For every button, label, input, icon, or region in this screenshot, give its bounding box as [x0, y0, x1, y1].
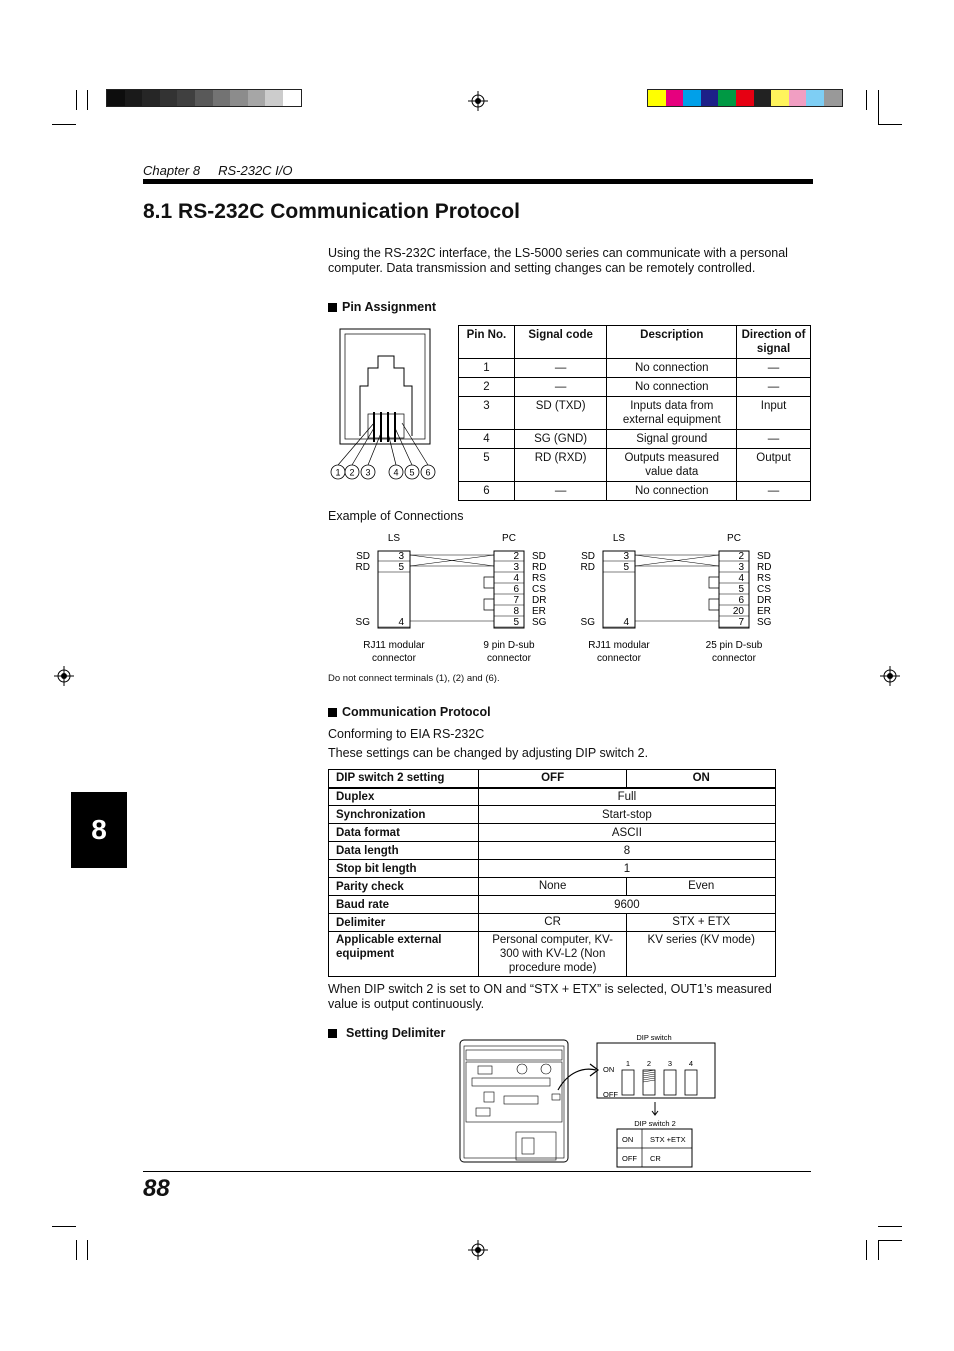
row-label: Duplex: [329, 788, 479, 806]
cell-description: No connection: [607, 378, 737, 397]
bar-swatch: [213, 90, 231, 106]
ls-pin: 3: [398, 551, 404, 562]
pin-circle-label: 4: [393, 467, 399, 478]
rj11-connector-diagram: [330, 328, 440, 483]
cell-off: CR: [478, 914, 627, 932]
pc-caption: 9 pin D-sub: [483, 640, 535, 651]
cell-signal: —: [514, 359, 607, 378]
pc-pin: 2: [738, 551, 744, 562]
pc-signal: CS: [532, 584, 546, 595]
col-description: Description: [607, 326, 737, 359]
setting-delimiter-heading: Setting Delimiter: [328, 1026, 445, 1040]
table-row: [329, 932, 776, 977]
pc-signal: RS: [532, 573, 546, 584]
row-label: Applicable external equipment: [329, 932, 479, 977]
bar-swatch: [666, 90, 684, 106]
cell-signal: —: [514, 378, 607, 397]
pc-pin: 2: [513, 551, 519, 562]
pc-caption: connector: [487, 653, 531, 664]
dip-switch-number: 2: [646, 1059, 652, 1068]
cell-direction: —: [737, 378, 811, 397]
bar-swatch: [648, 90, 666, 106]
connection-note: Do not connect terminals (1), (2) and (6).: [328, 673, 500, 684]
cell-pin: 5: [459, 449, 515, 482]
ls-label: LS: [387, 533, 401, 544]
bar-swatch: [754, 90, 772, 106]
bar-swatch: [683, 90, 701, 106]
cell-value: 1: [478, 860, 775, 878]
pc-pin: 7: [513, 595, 519, 606]
table-row: [459, 430, 811, 449]
square-bullet-icon: [328, 303, 337, 312]
table-row: [329, 878, 776, 896]
pc-caption: connector: [712, 653, 756, 664]
ls-pin: 4: [623, 617, 629, 628]
cell-pin: 1: [459, 359, 515, 378]
pc-pin: 7: [738, 617, 744, 628]
cell-description: Inputs data from external equipment: [607, 397, 737, 430]
table-row: [329, 824, 776, 842]
table-row: [329, 788, 776, 806]
cell-description: No connection: [607, 359, 737, 378]
row-label: Synchronization: [329, 806, 479, 824]
cell-direction: —: [737, 359, 811, 378]
bar-swatch: [230, 90, 248, 106]
cell-value: Start-stop: [478, 806, 775, 824]
cell-signal: RD (RXD): [514, 449, 607, 482]
pc-signal: SG: [757, 617, 772, 628]
bar-swatch: [265, 90, 283, 106]
col-pin-no: Pin No.: [459, 326, 515, 359]
cell-direction: Output: [737, 449, 811, 482]
pc-pin: 20: [732, 606, 744, 617]
intro-paragraph: Using the RS-232C interface, the LS-5000 series can communicate with a personal computer. Data transmission and setting changes can be remotely controlled.: [328, 246, 788, 275]
ls-caption: connector: [597, 653, 641, 664]
gray-calibration-bar: [106, 89, 302, 107]
cell-direction: Input: [737, 397, 811, 430]
pc-signal: SG: [532, 617, 547, 628]
protocol-heading: Communication Protocol: [328, 705, 491, 719]
cell-value: 9600: [478, 896, 775, 914]
pc-pin: 8: [513, 606, 519, 617]
pc-signal: DR: [757, 595, 772, 606]
ls-caption: RJ11 modular: [363, 640, 425, 651]
cell-description: No connection: [607, 482, 737, 501]
pc-pin: 5: [513, 617, 519, 628]
pin-circle-label: 2: [349, 467, 355, 478]
cell-signal: SG (GND): [514, 430, 607, 449]
bar-swatch: [125, 90, 143, 106]
header-rule: [143, 179, 813, 184]
dip2-row-off-value: CR: [650, 1154, 661, 1163]
cell-on: KV series (KV mode): [627, 932, 776, 977]
pc-signal: ER: [532, 606, 546, 617]
pin-assignment-heading: Pin Assignment: [328, 300, 436, 314]
dip2-row-off-state: OFF: [622, 1154, 637, 1163]
cell-description: Signal ground: [607, 430, 737, 449]
protocol-intro: Conforming to EIA RS-232C These settings can be changed by adjusting DIP switch 2.: [328, 727, 649, 760]
pin-assignment-table: [458, 325, 811, 501]
table-row: [459, 359, 811, 378]
ls-signal: RD: [580, 562, 595, 573]
crosshair-bottom-icon: [468, 1240, 488, 1260]
connection-diagram: [356, 533, 547, 664]
cell-value: 8: [478, 842, 775, 860]
bar-swatch: [283, 90, 301, 106]
dip-switch-number: 1: [625, 1059, 631, 1068]
pc-label: PC: [727, 533, 741, 544]
pc-pin: 4: [738, 573, 744, 584]
pc-pin: 5: [738, 584, 744, 595]
pc-signal: RS: [757, 573, 771, 584]
pc-signal: SD: [532, 551, 546, 562]
col-dip-setting: DIP switch 2 setting: [329, 770, 479, 788]
bar-swatch: [771, 90, 789, 106]
ls-pin: 5: [623, 562, 629, 573]
pc-signal: RD: [532, 562, 547, 573]
dip2-row-on-state: ON: [622, 1135, 634, 1144]
cell-value: Full: [478, 788, 775, 806]
ls-signal: SD: [356, 551, 370, 562]
cell-off: Personal computer, KV-300 with KV-L2 (Non procedure mode): [478, 932, 627, 977]
cell-pin: 4: [459, 430, 515, 449]
dip-switch-label: DIP switch: [636, 1033, 672, 1042]
bar-swatch: [248, 90, 266, 106]
ls-label: LS: [612, 533, 626, 544]
dip-switch: [664, 1070, 676, 1095]
bar-swatch: [160, 90, 178, 106]
pin-circle-label: 1: [335, 467, 341, 478]
table-row: [459, 449, 811, 482]
ls-pin: 3: [623, 551, 629, 562]
chapter-header: Chapter 8 RS-232C I/O: [143, 163, 293, 178]
pc-signal: DR: [532, 595, 547, 606]
dip-on-label: ON: [603, 1065, 615, 1074]
ls-signal: SG: [580, 617, 595, 628]
ls-pin: 5: [398, 562, 404, 573]
connections-heading: Example of Connections: [328, 509, 464, 523]
row-label: Data format: [329, 824, 479, 842]
cell-on: Even: [627, 878, 776, 896]
dip-off-label: OFF: [603, 1090, 618, 1099]
pc-pin: 3: [738, 562, 744, 573]
section-title: 8.1 RS-232C Communication Protocol: [143, 200, 520, 223]
table-row: [329, 842, 776, 860]
ls-signal: RD: [355, 562, 370, 573]
row-label: Baud rate: [329, 896, 479, 914]
pc-signal: ER: [757, 606, 771, 617]
square-bullet-icon: [328, 708, 337, 717]
footer-rule: [143, 1171, 811, 1172]
cell-pin: 6: [459, 482, 515, 501]
bar-swatch: [195, 90, 213, 106]
dip-switch: [685, 1070, 697, 1095]
pc-pin: 6: [513, 584, 519, 595]
col-signal-code: Signal code: [514, 326, 607, 359]
cell-description: Outputs measured value data: [607, 449, 737, 482]
col-on: ON: [627, 770, 776, 788]
table-row: [329, 896, 776, 914]
table-row: [329, 914, 776, 932]
cell-signal: —: [514, 482, 607, 501]
ls-pin: 4: [398, 617, 404, 628]
pc-signal: RD: [757, 562, 772, 573]
row-label: Delimiter: [329, 914, 479, 932]
dip-switch: [622, 1070, 634, 1095]
cell-on: STX + ETX: [627, 914, 776, 932]
crosshair-top-icon: [468, 91, 488, 111]
col-off: OFF: [478, 770, 627, 788]
dip2-row-on-value: STX +ETX: [650, 1135, 686, 1144]
table-row: [329, 806, 776, 824]
dip-switch-number: 3: [667, 1059, 673, 1068]
table-row: [459, 482, 811, 501]
bar-swatch: [806, 90, 824, 106]
pin-circle-label: 6: [425, 467, 431, 478]
bar-swatch: [177, 90, 195, 106]
table-row: [329, 860, 776, 878]
bar-swatch: [718, 90, 736, 106]
table-row: [459, 378, 811, 397]
bar-swatch: [701, 90, 719, 106]
cell-signal: SD (TXD): [514, 397, 607, 430]
crosshair-right-icon: [880, 666, 900, 686]
col-direction: Direction of signal: [737, 326, 811, 359]
crosshair-left-icon: [54, 666, 74, 686]
pc-label: PC: [502, 533, 516, 544]
ls-signal: SG: [355, 617, 370, 628]
cell-pin: 2: [459, 378, 515, 397]
pc-signal: CS: [757, 584, 771, 595]
cell-direction: —: [737, 482, 811, 501]
bar-swatch: [107, 90, 125, 106]
connection-diagram: [581, 533, 772, 664]
pc-signal: SD: [757, 551, 771, 562]
connection-diagrams: [340, 528, 810, 668]
pc-pin: 4: [513, 573, 519, 584]
pc-pin: 3: [513, 562, 519, 573]
protocol-note: When DIP switch 2 is set to ON and “STX + ETX” is selected, OUT1’s measured value is output continuously.: [328, 982, 772, 1011]
cell-direction: —: [737, 430, 811, 449]
row-label: Stop bit length: [329, 860, 479, 878]
dip-switch-2-label: DIP switch 2: [634, 1119, 676, 1128]
pc-caption: 25 pin D-sub: [705, 640, 763, 651]
page-number: 88: [143, 1175, 170, 1202]
square-bullet-icon: [328, 1029, 337, 1038]
color-calibration-bar: [647, 89, 843, 107]
cell-pin: 3: [459, 397, 515, 430]
cell-off: None: [478, 878, 627, 896]
protocol-table: [328, 769, 776, 977]
row-label: Data length: [329, 842, 479, 860]
bar-swatch: [789, 90, 807, 106]
row-label: Parity check: [329, 878, 479, 896]
bar-swatch: [824, 90, 842, 106]
ls-caption: connector: [372, 653, 416, 664]
dip-switch-number: 4: [688, 1059, 694, 1068]
bar-swatch: [142, 90, 160, 106]
ls-caption: RJ11 modular: [588, 640, 650, 651]
bar-swatch: [736, 90, 754, 106]
table-row: [459, 397, 811, 430]
pc-pin: 6: [738, 595, 744, 606]
pin-circle-label: 5: [409, 467, 415, 478]
pin-circle-label: 3: [365, 467, 371, 478]
ls-signal: SD: [581, 551, 595, 562]
cell-value: ASCII: [478, 824, 775, 842]
chapter-side-tab: 8: [71, 792, 127, 868]
dip-switch-diagram: [592, 1030, 722, 1170]
